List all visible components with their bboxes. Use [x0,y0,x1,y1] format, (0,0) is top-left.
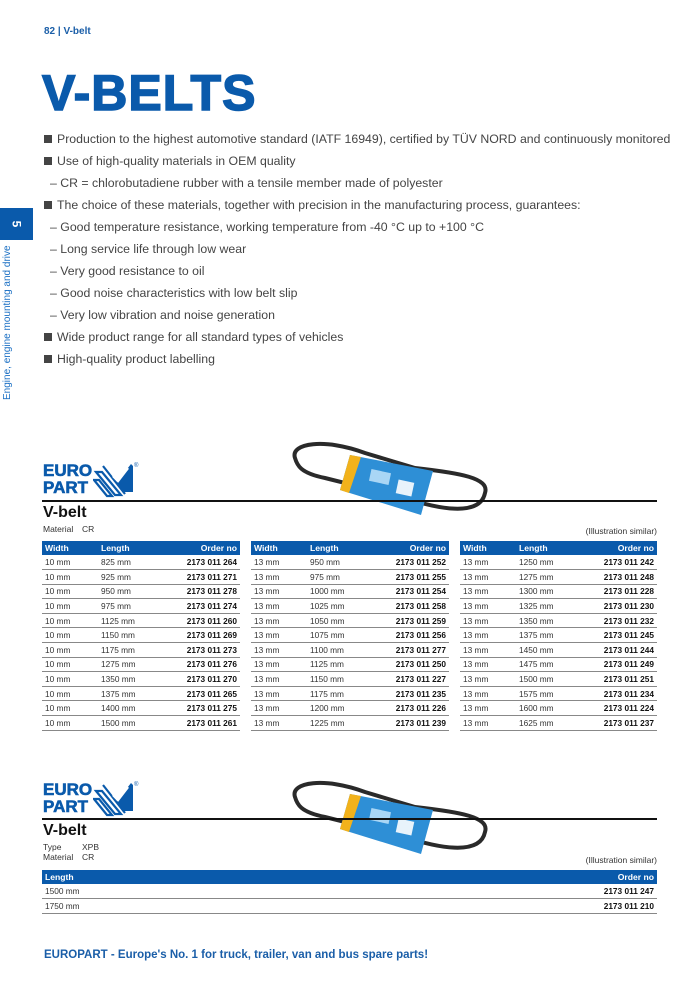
table-row [460,657,657,672]
width-cell: 10 mm [42,672,98,687]
table-header-row [251,541,449,555]
order-no-cell: 2173 011 244 [575,643,657,658]
width-cell: 13 mm [460,599,516,614]
width-cell: 13 mm [251,701,307,716]
logo-text-part: PART [43,797,89,816]
length-cell: 1175 mm [98,643,157,658]
spec-row [43,852,99,862]
table-row [42,613,240,628]
width-cell: 13 mm [251,686,307,701]
order-no-cell: 2173 011 232 [575,613,657,628]
width-cell: 13 mm [251,716,307,731]
length-cell: 1500 mm [516,672,575,687]
spec-value: CR [82,852,95,862]
product-specs [43,842,99,862]
chapter-label: Engine, engine mounting and drive [2,245,13,400]
length-cell: 1125 mm [98,613,157,628]
europart-emblem-icon [93,460,139,500]
feature-subitem [44,219,684,241]
feature-subitem [44,175,684,197]
width-cell: 10 mm [42,570,98,585]
length-cell: 1225 mm [307,716,366,731]
order-no-cell: 2173 011 278 [157,584,240,599]
length-cell: 1050 mm [307,613,366,628]
table-row [251,686,449,701]
table-row [251,701,449,716]
feature-text: – CR = chlorobutadiene rubber with a tensile member made of polyester [50,176,443,190]
order-no-cell: 2173 011 227 [366,672,449,687]
table-header-row [42,870,657,884]
feature-text: High-quality product labelling [57,352,215,366]
length-cell: 1075 mm [307,628,366,643]
length-cell: 1150 mm [307,672,366,687]
length-cell: 1575 mm [516,686,575,701]
order-no-cell: 2173 011 274 [157,599,240,614]
table-row [42,643,240,658]
length-cell: 975 mm [98,599,157,614]
width-cell: 13 mm [460,555,516,570]
table-row [42,599,240,614]
chapter-tab[interactable] [0,208,33,240]
width-cell: 13 mm [251,657,307,672]
order-no-cell: 2173 011 210 [300,899,657,914]
table-header-row [42,541,240,555]
product-title: V-belt [43,504,87,521]
width-cell: 13 mm [251,584,307,599]
page-title: V-BELTS [42,65,257,121]
column-header: Length [98,541,157,555]
width-cell: 13 mm [460,686,516,701]
square-bullet-icon [44,333,52,341]
table-row [460,643,657,658]
spec-row [43,842,99,852]
length-cell: 1375 mm [516,628,575,643]
width-cell: 13 mm [251,555,307,570]
table-row [460,599,657,614]
order-no-cell: 2173 011 228 [575,584,657,599]
feature-item [44,197,684,219]
table-row [251,672,449,687]
table-row [460,686,657,701]
spec-value: XPB [82,842,100,852]
width-cell: 13 mm [251,599,307,614]
length-cell: 950 mm [98,584,157,599]
order-no-cell: 2173 011 230 [575,599,657,614]
order-no-cell: 2173 011 270 [157,672,240,687]
length-cell: 1625 mm [516,716,575,731]
table-row [42,686,240,701]
feature-text: – Very low vibration and noise generation [50,308,275,322]
feature-text: – Good temperature resistance, working temperature from -40 °C up to +100 °C [50,220,484,234]
length-cell: 950 mm [307,555,366,570]
order-no-cell: 2173 011 234 [575,686,657,701]
table-row [251,613,449,628]
order-no-cell: 2173 011 260 [157,613,240,628]
order-no-cell: 2173 011 273 [157,643,240,658]
length-cell: 1475 mm [516,657,575,672]
width-cell: 10 mm [42,599,98,614]
table-row [251,657,449,672]
length-cell: 1450 mm [516,643,575,658]
table-row [460,628,657,643]
width-cell: 10 mm [42,686,98,701]
table-row [42,628,240,643]
table-row [42,584,240,599]
column-header: Length [307,541,366,555]
table-row [42,716,240,731]
square-bullet-icon [44,201,52,209]
product-title: V-belt [43,822,87,839]
order-no-cell: 2173 011 277 [366,643,449,658]
spec-key: Type [43,842,62,852]
table-row [251,584,449,599]
length-cell: 1125 mm [307,657,366,672]
length-cell: 925 mm [98,570,157,585]
length-cell: 975 mm [307,570,366,585]
length-cell: 1375 mm [98,686,157,701]
order-no-cell: 2173 011 259 [366,613,449,628]
feature-text: – Very good resistance to oil [50,264,205,278]
order-no-cell: 2173 011 249 [575,657,657,672]
order-no-cell: 2173 011 264 [157,555,240,570]
order-no-cell: 2173 011 242 [575,555,657,570]
width-cell: 13 mm [460,628,516,643]
product-table-xpb [42,870,657,914]
spec-value: CR [82,524,95,534]
length-cell: 1275 mm [516,570,575,585]
column-header: Length [42,870,300,884]
order-no-cell: 2173 011 261 [157,716,240,731]
table-row [251,599,449,614]
column-header: Width [42,541,98,555]
column-header: Order no [575,541,657,555]
length-cell: 1150 mm [98,628,157,643]
width-cell: 10 mm [42,716,98,731]
table-row [460,613,657,628]
table-row [460,570,657,585]
length-cell: 1300 mm [516,584,575,599]
width-cell: 13 mm [460,672,516,687]
square-bullet-icon [44,135,52,143]
width-cell: 10 mm [42,628,98,643]
column-header: Width [460,541,516,555]
order-no-cell: 2173 011 237 [575,716,657,731]
table-row [251,628,449,643]
feature-subitem [44,241,684,263]
width-cell: 13 mm [460,701,516,716]
order-no-cell: 2173 011 254 [366,584,449,599]
length-cell: 1500 mm [98,716,157,731]
table-row [42,884,657,899]
length-cell: 1250 mm [516,555,575,570]
logo-text-part: PART [43,478,89,497]
length-cell: 1275 mm [98,657,157,672]
width-cell: 10 mm [42,584,98,599]
length-cell: 1025 mm [307,599,366,614]
table-row [42,657,240,672]
length-cell: 1350 mm [516,613,575,628]
spec-key: Material [43,852,74,862]
length-cell: 1600 mm [516,701,575,716]
product-table-2 [251,541,449,731]
feature-item [44,351,684,373]
width-cell: 13 mm [460,643,516,658]
table-row [251,716,449,731]
length-cell: 1100 mm [307,643,366,658]
length-cell: 1400 mm [98,701,157,716]
order-no-cell: 2173 011 255 [366,570,449,585]
width-cell: 13 mm [251,643,307,658]
v-belt-product-image [285,433,525,523]
length-cell: 1175 mm [307,686,366,701]
europart-emblem-icon [93,779,139,819]
v-belt-product-image [285,772,525,862]
width-cell: 13 mm [251,570,307,585]
width-cell: 10 mm [42,701,98,716]
table-row [42,672,240,687]
width-cell: 10 mm [42,657,98,672]
order-no-cell: 2173 011 224 [575,701,657,716]
order-no-cell: 2173 011 271 [157,570,240,585]
logo-text-euro: EURO [43,780,93,799]
order-no-cell: 2173 011 248 [575,570,657,585]
column-header: Order no [157,541,240,555]
europart-logo [43,462,143,502]
order-no-cell: 2173 011 245 [575,628,657,643]
feature-text: – Good noise characteristics with low belt slip [50,286,298,300]
order-no-cell: 2173 011 252 [366,555,449,570]
width-cell: 13 mm [460,657,516,672]
table-row [251,570,449,585]
order-no-cell: 2173 011 235 [366,686,449,701]
order-no-cell: 2173 011 239 [366,716,449,731]
feature-subitem [44,285,684,307]
column-header: Order no [366,541,449,555]
length-cell: 825 mm [98,555,157,570]
table-row [42,701,240,716]
footer-slogan: EUROPART - Europe's No. 1 for truck, trailer, van and bus spare parts! [44,949,429,961]
width-cell: 13 mm [460,570,516,585]
illustration-note: (Illustration similar) [585,855,657,865]
column-header: Length [516,541,575,555]
illustration-note: (Illustration similar) [585,526,657,536]
length-cell: 1325 mm [516,599,575,614]
svg-text:®: ® [134,782,139,788]
length-cell: 1200 mm [307,701,366,716]
spec-key: Material [43,524,74,534]
table-row [251,643,449,658]
length-cell: 1750 mm [42,899,300,914]
feature-item [44,329,684,351]
order-no-cell: 2173 011 250 [366,657,449,672]
order-no-cell: 2173 011 247 [300,884,657,899]
europart-logo [43,781,143,821]
square-bullet-icon [44,157,52,165]
order-no-cell: 2173 011 275 [157,701,240,716]
width-cell: 10 mm [42,555,98,570]
table-header-row [460,541,657,555]
feature-text: Production to the highest automotive standard (IATF 16949), certified by TÜV NORD and continuously monitored [57,132,671,146]
order-no-cell: 2173 011 269 [157,628,240,643]
column-header: Width [251,541,307,555]
feature-item [44,153,684,175]
table-row [460,701,657,716]
product-table-3 [460,541,657,731]
width-cell: 10 mm [42,643,98,658]
feature-text: The choice of these materials, together with precision in the manufacturing process, guarantees: [57,198,581,212]
spec-row [43,524,94,534]
page-header: 82 | V-belt [44,26,91,37]
table-row [460,584,657,599]
width-cell: 13 mm [460,716,516,731]
order-no-cell: 2173 011 265 [157,686,240,701]
chapter-number: 5 [9,220,24,228]
table-row [42,555,240,570]
table-row [460,716,657,731]
table-row [460,672,657,687]
table-row [42,899,657,914]
table-row [460,555,657,570]
product-table-1 [42,541,240,731]
width-cell: 10 mm [42,613,98,628]
table-row [42,570,240,585]
order-no-cell: 2173 011 258 [366,599,449,614]
feature-item [44,131,684,153]
square-bullet-icon [44,355,52,363]
width-cell: 13 mm [460,613,516,628]
width-cell: 13 mm [460,584,516,599]
feature-text: Wide product range for all standard types of vehicles [57,330,344,344]
order-no-cell: 2173 011 256 [366,628,449,643]
feature-list [44,131,684,373]
order-no-cell: 2173 011 226 [366,701,449,716]
svg-text:®: ® [134,463,139,469]
feature-text: Use of high-quality materials in OEM quality [57,154,296,168]
order-no-cell: 2173 011 276 [157,657,240,672]
width-cell: 13 mm [251,628,307,643]
length-cell: 1350 mm [98,672,157,687]
length-cell: 1500 mm [42,884,300,899]
length-cell: 1000 mm [307,584,366,599]
table-row [251,555,449,570]
feature-subitem [44,263,684,285]
width-cell: 13 mm [251,613,307,628]
product-specs [43,524,94,534]
width-cell: 13 mm [251,672,307,687]
order-no-cell: 2173 011 251 [575,672,657,687]
feature-text: – Long service life through low wear [50,242,247,256]
logo-text-euro: EURO [43,461,93,480]
section-divider [42,818,657,820]
section-divider [42,500,657,502]
column-header: Order no [300,870,657,884]
feature-subitem [44,307,684,329]
